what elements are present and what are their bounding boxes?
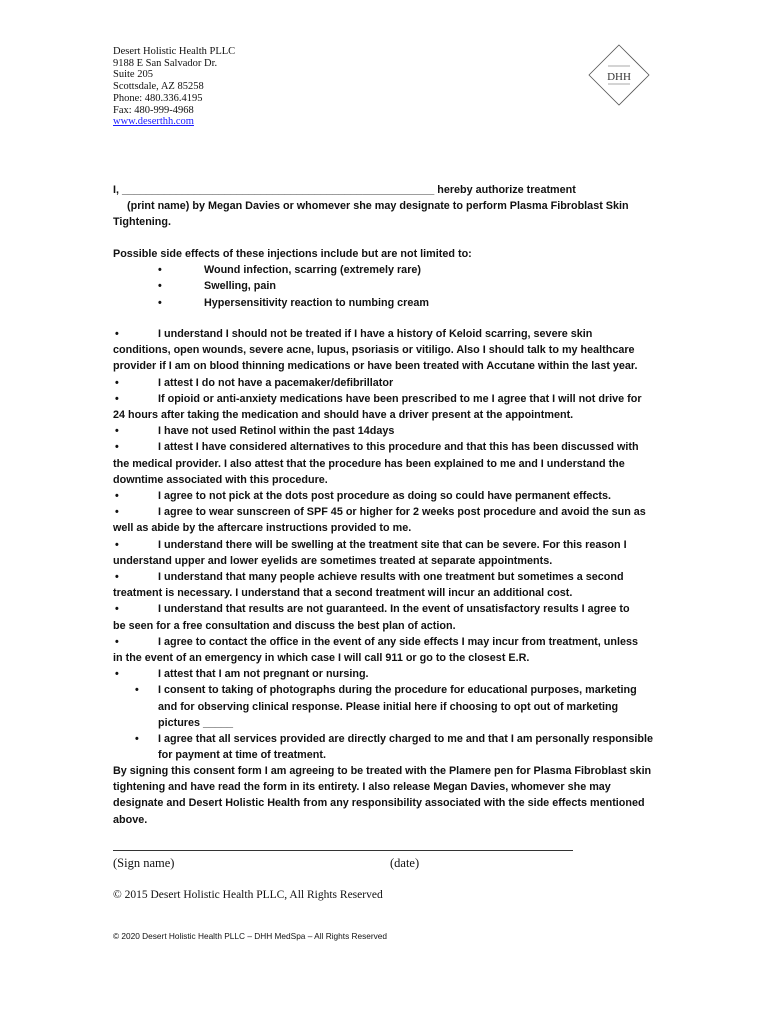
acknowledgement-item: • I understand I should not be treated if I have a history of Keloid scarring, severe skin conditions, open wounds, severe acne, lupus, psoriasis or vitiligo. Also I should talk to my healthcare provider if I am on blood thinning medications or have been treated with Accutane within the last year. — [113, 328, 638, 373]
address-line: Suite 205 — [113, 69, 153, 81]
bullet-icon: • — [158, 296, 162, 309]
signature-line[interactable] — [113, 850, 573, 851]
acknowledgement-item: • I understand that many people achieve results with one treatment but sometimes a second treatment is necessary. I understand that a second treatment will incur an additional cost. — [113, 571, 624, 600]
acknowledgement-item: • I understand there will be swelling at the treatment site that can be severe. For this reason I understand upper and lower eyelids are sometimes treated at separate appointments. — [113, 538, 627, 567]
bullet-icon: • — [115, 441, 119, 454]
acknowledgement-item: • I attest I have considered alternatives to this procedure and that this has been discussed with the medical provider. I also attest that the procedure has been explained to me and I understand the downtime associated with this procedure. — [113, 441, 639, 486]
acknowledgement-item: • If opioid or anti-anxiety medications have been prescribed to me I agree that I will not drive for 24 hours after taking the medication and should have a driver present at the appointment. — [113, 392, 642, 422]
address-line: Desert Holistic Health PLLC — [113, 46, 236, 57]
acknowledgement-item: • I understand that results are not guaranteed. In the event of unsatisfactory results I agree to be seen for a free consultation and discuss the best plan of action. — [113, 603, 630, 632]
acknowledgement-item: • I attest I do not have a pacemaker/defibrillator — [113, 375, 658, 391]
acknowledgement-item: • I attest that I am not pregnant or nursing. — [113, 666, 658, 682]
bullet-icon: • — [115, 392, 119, 405]
bullet-icon: • — [115, 425, 119, 438]
acknowledgement-item: • I have not used Retinol within the past 14days — [113, 423, 658, 439]
authorization-line: I, ____________________________________________________ hereby authorize treatment — [113, 184, 576, 196]
address-line: 9188 E San Salvador Dr. — [113, 57, 218, 69]
bullet-icon: • — [135, 684, 139, 697]
authorization-paragraph — [113, 182, 653, 231]
bullet-icon: • — [115, 328, 119, 340]
authorization-line: Tightening. — [113, 216, 171, 229]
bullet-icon: • — [115, 668, 119, 681]
bullet-icon: • — [158, 280, 162, 293]
side-effect-item: • Hypersensitivity reaction to numbing cream — [113, 295, 653, 311]
bullet-icon: • — [115, 571, 119, 584]
copyright-2015: © 2015 Desert Holistic Health PLLC, All Rights Reserved — [113, 889, 383, 901]
logo-text: DHH — [607, 71, 631, 83]
copyright-2020: © 2020 Desert Holistic Health PLLC – DHH MedSpa – All Rights Reserved — [113, 931, 388, 941]
acknowledgement-item: • I agree to contact the office in the event of any side effects I may incur from treatment, unless in the event of an emergency in which case I will call 911 or go to the closest E.R. — [113, 635, 638, 665]
phone-line: Phone: 480.336.4195 — [113, 92, 203, 104]
side-effects-list — [113, 262, 653, 311]
payment-consent-item: • I agree that all services provided are directly charged to me and that I am personally responsible for payment at time of treatment. — [135, 733, 654, 762]
photo-consent-item: • I consent to taking of photographs during the procedure for educational purposes, marketing and for observing clinical response. Please initial here if choosing to opt out of marketing pictures _____ — [135, 684, 637, 729]
acknowledgements-list — [113, 326, 658, 763]
fax-line: Fax: 480-999-4968 — [113, 104, 194, 116]
sign-name-label: (Sign name) — [113, 856, 175, 870]
bullet-icon: • — [115, 490, 119, 503]
bullet-icon: • — [115, 506, 119, 519]
bullet-icon: • — [158, 264, 162, 277]
side-effects-section — [113, 246, 653, 311]
address-line: Scottsdale, AZ 85258 — [113, 81, 204, 93]
bullet-icon: • — [115, 538, 119, 551]
acknowledgement-item: • I agree to wear sunscreen of SPF 45 or higher for 2 weeks post procedure and avoid the sun as well as abide by the aftercare instructions provided to me. — [113, 506, 646, 535]
acknowledgement-item: • I agree to not pick at the dots post procedure as doing so could have permanent effects. — [113, 488, 658, 504]
bullet-icon: • — [115, 603, 119, 616]
side-effect-item: • Wound infection, scarring (extremely rare) — [113, 262, 653, 278]
address-block — [113, 46, 235, 128]
bullet-icon: • — [135, 733, 139, 746]
side-effects-intro: Possible side effects of these injections include but are not limited to: — [113, 248, 472, 260]
bullet-icon: • — [115, 376, 119, 389]
side-effect-item: • Swelling, pain — [113, 278, 653, 294]
closing-paragraph: By signing this consent form I am agreeing to be treated with the Plamere pen for Plasma Fibroblast skin tightening and have read the form in its entirety. I also release Megan Davies, whomever she may designate and Desert Holistic Health from any responsibility associated with the side effects mentioned above. — [113, 765, 652, 826]
bullet-icon: • — [115, 635, 119, 648]
dhh-logo — [588, 44, 650, 106]
authorization-line: (print name) by Megan Davies or whomever she may designate to perform Plasma Fibroblast Skin — [127, 200, 629, 213]
website-link[interactable]: www.deserthh.com — [113, 116, 194, 128]
date-label: (date) — [390, 856, 420, 870]
